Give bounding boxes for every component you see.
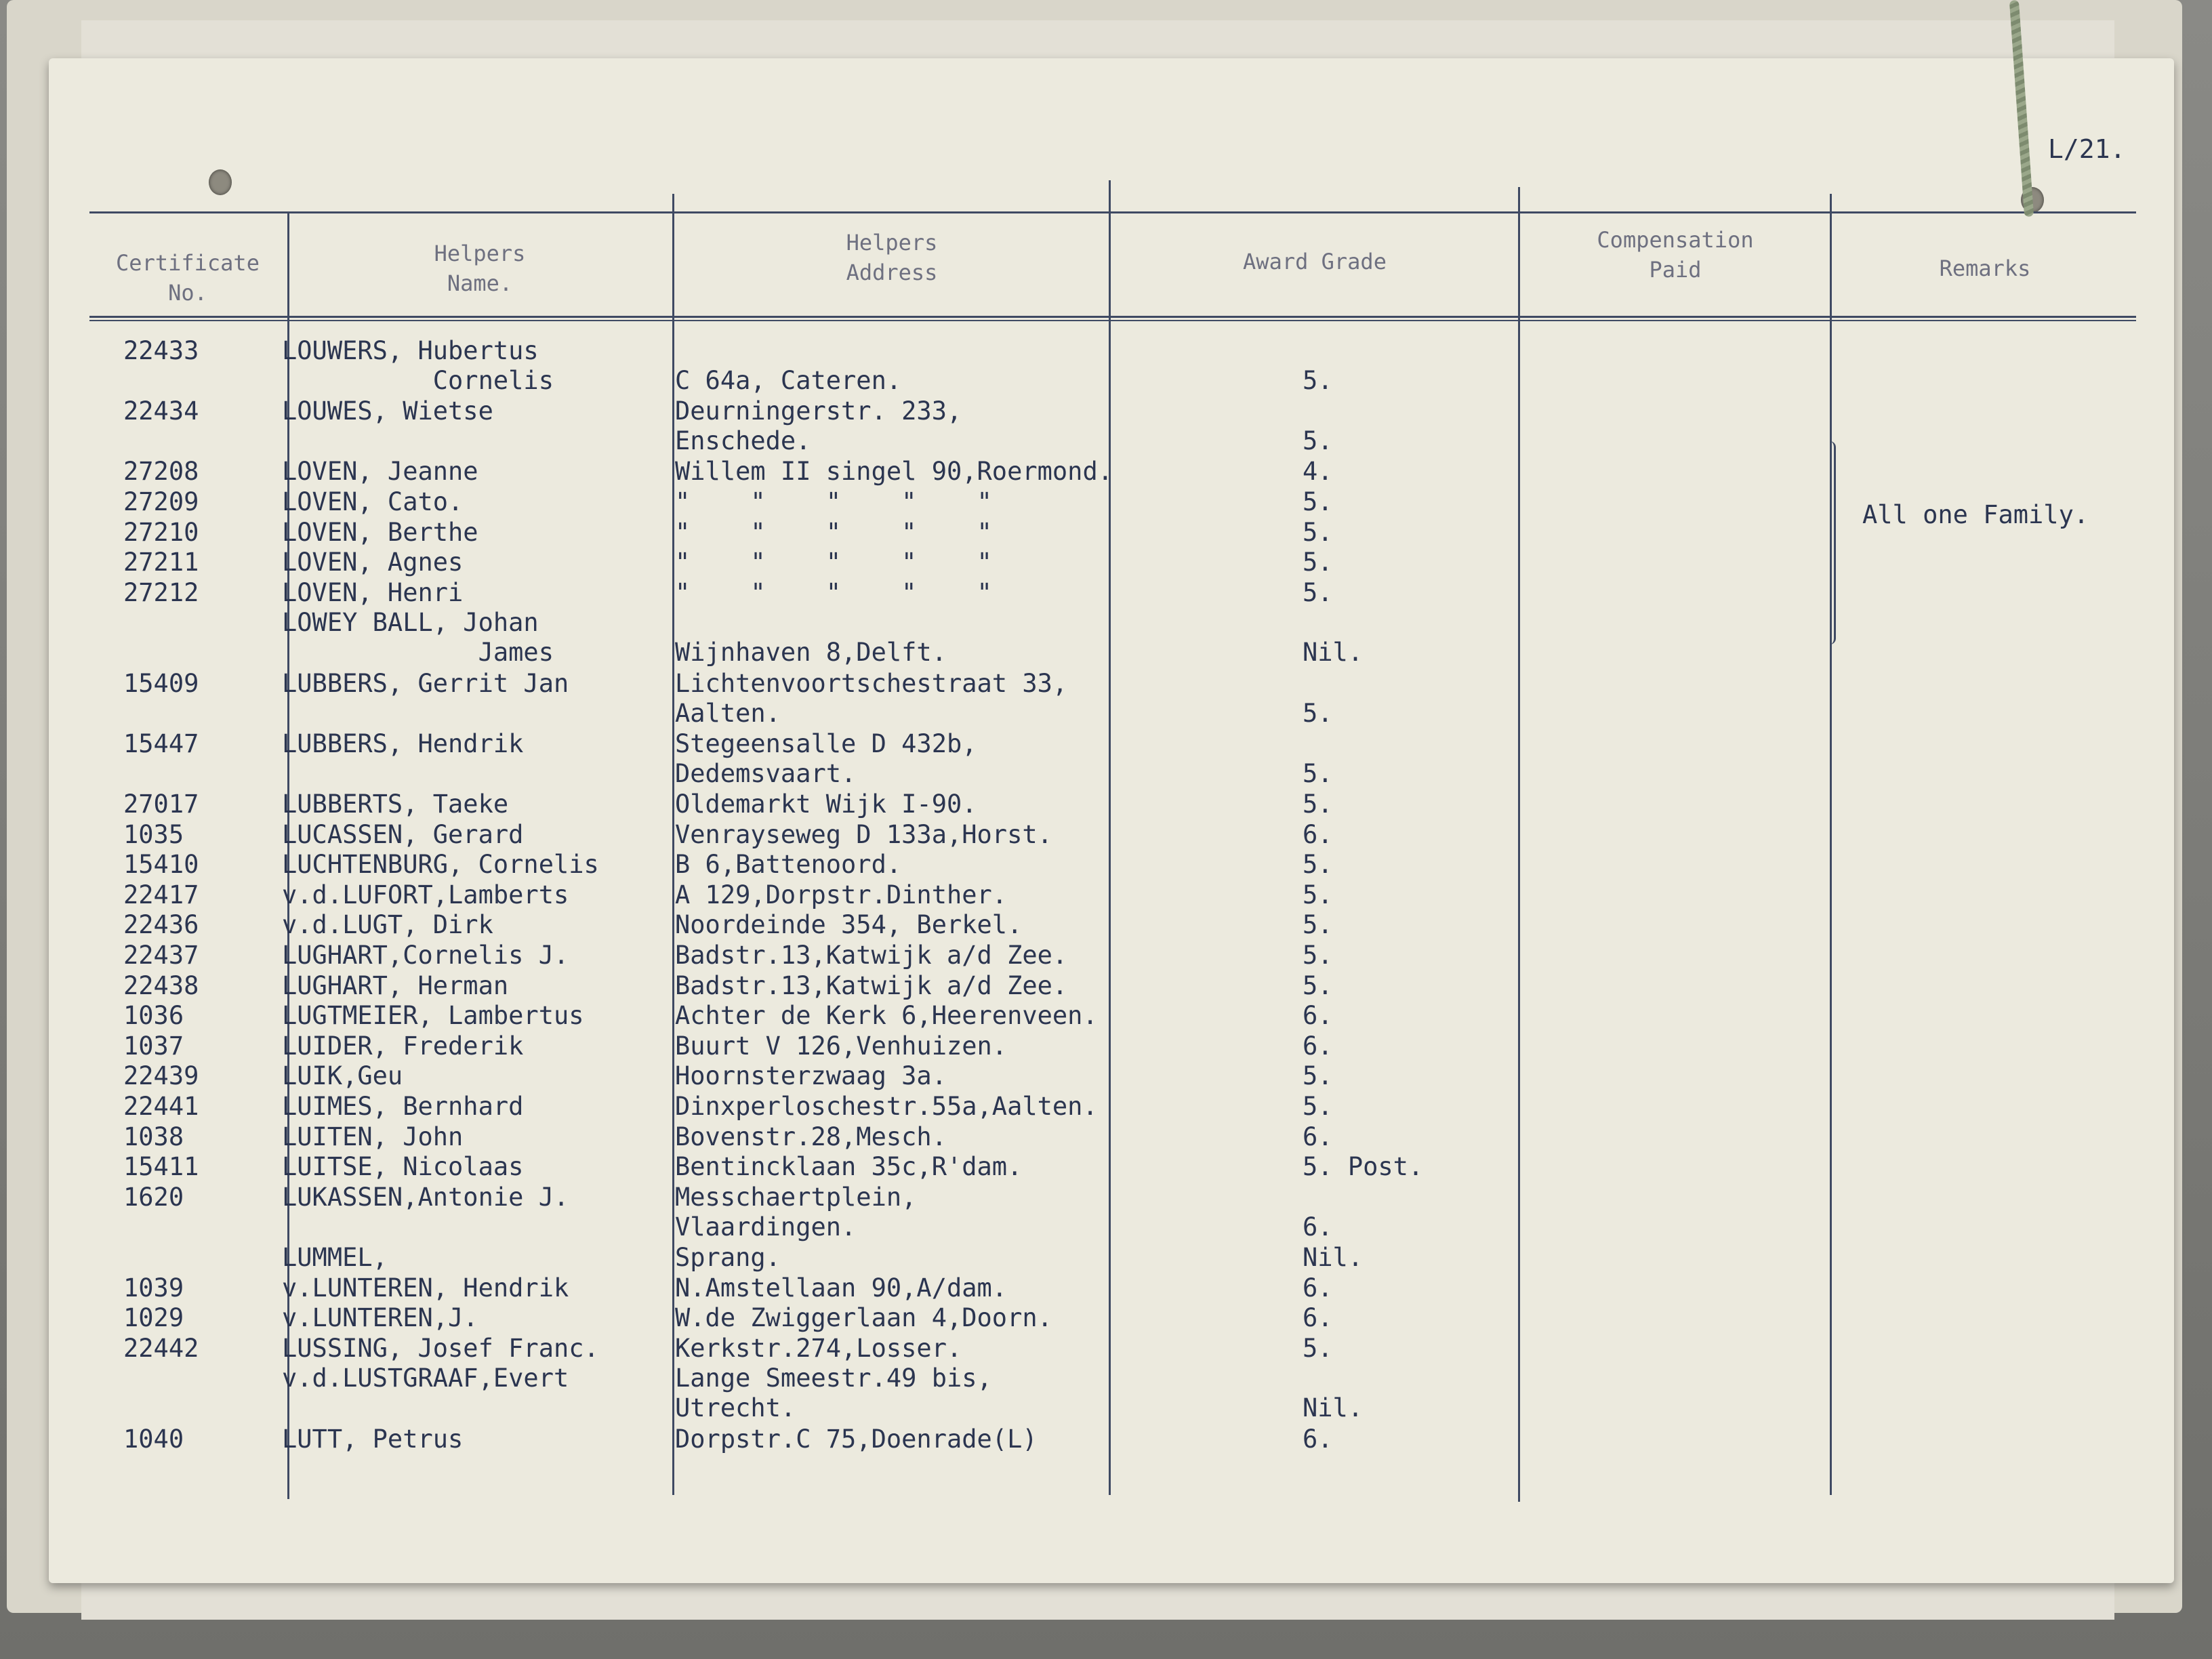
address-cell: C 64a, Cateren. [675,366,902,395]
col-header-compensation: Compensation Paid [1597,227,1754,283]
header-bottom-rule-2 [89,320,2136,321]
record-sheet [49,58,2174,1583]
cert-cell: 1037 [123,1031,184,1061]
grade-cell: 5. [1303,790,1333,819]
col-rule-4 [1518,187,1520,1502]
col-rule-3 [1109,180,1111,1495]
name-cell: LOVEN, Henri [282,578,464,607]
grade-cell: 6. [1303,1212,1333,1242]
cert-cell: 27211 [123,548,199,577]
name-cell: v.LUNTEREN,J. [282,1303,478,1332]
cert-cell: 27209 [123,487,199,516]
grade-cell: 5. Post. [1303,1152,1424,1181]
name-cell: v.d.LUGT, Dirk [282,910,493,939]
grade-cell: 5. [1303,487,1333,516]
grade-cell: 5. [1303,1061,1333,1090]
name-cell: LUKASSEN,Antonie J. [282,1183,569,1212]
name-cell: LOWEY BALL, Johan James [282,608,554,667]
name-cell: LOUWERS, Hubertus Cornelis [282,336,554,395]
address-cell: Buurt V 126,Venhuizen. [675,1031,1008,1061]
col-header-certificate: Certificate No. [116,250,260,306]
address-cell: Oldemarkt Wijk I-90. [675,790,977,819]
header-top-rule [89,211,2136,213]
name-cell: LUSSING, Josef Franc. [282,1334,599,1363]
punch-hole-left [209,169,232,195]
cert-cell: 1620 [123,1183,184,1212]
grade-cell: 5. [1303,1092,1333,1121]
address-cell: " " " " " [675,578,992,607]
grade-cell: 5. [1303,366,1333,395]
address-cell: Willem II singel 90,Roermond. [675,457,1113,486]
cert-cell: 15410 [123,850,199,879]
grade-cell: 5. [1303,426,1333,455]
name-cell: LOVEN, Agnes [282,548,464,577]
name-cell: LUTT, Petrus [282,1425,464,1454]
grade-cell: 6. [1303,1303,1333,1332]
name-cell: LUGTMEIER, Lambertus [282,1001,584,1030]
address-cell: " " " " " [675,518,992,547]
grade-cell: 5. [1303,850,1333,879]
name-cell: LUCASSEN, Gerard [282,820,524,849]
page-label: L/21. [2048,134,2126,164]
grade-cell: 5. [1303,1334,1333,1363]
address-cell: " " " " " [675,548,992,577]
name-cell: LUGHART,Cornelis J. [282,941,569,970]
name-cell: LUITEN, John [282,1122,464,1151]
address-cell: Deurningerstr. 233, Enschede. [675,396,962,455]
cert-cell: 15409 [123,669,199,698]
name-cell: v.LUNTEREN, Hendrik [282,1273,569,1303]
name-cell: LUBBERS, Gerrit Jan [282,669,569,698]
cert-cell: 22441 [123,1092,199,1121]
address-cell: Messchaertplein, Vlaardingen. [675,1183,917,1242]
name-cell: LUIK,Geu [282,1061,403,1090]
name-cell: v.d.LUSTGRAAF,Evert [282,1364,569,1393]
family-brace [1830,441,1836,644]
cert-cell: 1036 [123,1001,184,1030]
grade-cell: 5. [1303,518,1333,547]
address-cell: Kerkstr.274,Losser. [675,1334,962,1363]
name-cell: LOVEN, Berthe [282,518,478,547]
address-cell: Hoornsterzwaag 3a. [675,1061,947,1090]
col-header-name: Helpers Name. [434,241,526,296]
name-cell: LUGHART, Herman [282,971,509,1000]
grade-cell: 5. [1303,880,1333,909]
cert-cell: 22433 [123,336,199,365]
name-cell: LUBBERTS, Taeke [282,790,509,819]
grade-cell: 5. [1303,910,1333,939]
grade-cell: 6. [1303,1425,1333,1454]
grade-cell: Nil. [1303,638,1364,667]
col-rule-5 [1830,194,1832,1495]
cert-cell: 22436 [123,910,199,939]
name-cell: LOVEN, Jeanne [282,457,478,486]
address-cell: Bovenstr.28,Mesch. [675,1122,947,1151]
cert-cell: 15411 [123,1152,199,1181]
col-header-address: Helpers Address [846,230,938,285]
grade-cell: 5. [1303,548,1333,577]
cert-cell: 22442 [123,1334,199,1363]
cert-cell: 1035 [123,820,184,849]
address-cell: " " " " " [675,487,992,516]
cert-cell: 22437 [123,941,199,970]
address-cell: B 6,Battenoord. [675,850,902,879]
cert-cell: 22438 [123,971,199,1000]
cert-cell: 27212 [123,578,199,607]
address-cell: Lange Smeestr.49 bis, Utrecht. [675,1364,992,1422]
grade-cell: 5. [1303,971,1333,1000]
address-cell: Lichtenvoortschestraat 33, Aalten. [675,669,1068,728]
address-cell: Badstr.13,Katwijk a/d Zee. [675,971,1068,1000]
name-cell: v.d.LUFORT,Lamberts [282,880,569,909]
grade-cell: 6. [1303,1122,1333,1151]
col-rule-2 [672,194,674,1495]
cert-cell: 15447 [123,729,199,758]
remark-all-one-family: All one Family. [1862,500,2089,529]
address-cell: A 129,Dorpstr.Dinther. [675,880,1008,909]
grade-cell: 6. [1303,820,1333,849]
grade-cell: 6. [1303,1001,1333,1030]
cert-cell: 22439 [123,1061,199,1090]
address-cell: Bentincklaan 35c,R'dam. [675,1152,1023,1181]
grade-cell: 5. [1303,578,1333,607]
name-cell: LUIDER, Frederik [282,1031,524,1061]
address-cell: Sprang. [675,1243,781,1272]
name-cell: LUIMES, Bernhard [282,1092,524,1121]
address-cell: Stegeensalle D 432b, Dedemsvaart. [675,729,977,788]
address-cell: W.de Zwiggerlaan 4,Doorn. [675,1303,1052,1332]
address-cell: Wijnhaven 8,Delft. [675,638,947,667]
address-cell: Venrayseweg D 133a,Horst. [675,820,1052,849]
col-header-remarks: Remarks [1939,255,2031,281]
address-cell: Achter de Kerk 6,Heerenveen. [675,1001,1098,1030]
col-header-grade: Award Grade [1243,249,1387,274]
address-cell: Noordeinde 354, Berkel. [675,910,1023,939]
grade-cell: 6. [1303,1273,1333,1303]
grade-cell: Nil. [1303,1393,1364,1422]
cert-cell: 22417 [123,880,199,909]
address-cell: N.Amstellaan 90,A/dam. [675,1273,1008,1303]
name-cell: LUITSE, Nicolaas [282,1152,524,1181]
name-cell: LUBBERS, Hendrik [282,729,524,758]
cert-cell: 27017 [123,790,199,819]
cert-cell: 1040 [123,1425,184,1454]
address-cell: Badstr.13,Katwijk a/d Zee. [675,941,1068,970]
grade-cell: 5. [1303,759,1333,788]
header-bottom-rule [89,316,2136,318]
cert-cell: 1038 [123,1122,184,1151]
cert-cell: 1039 [123,1273,184,1303]
name-cell: LOVEN, Cato. [282,487,464,516]
cert-cell: 22434 [123,396,199,426]
grade-cell: Nil. [1303,1243,1364,1272]
name-cell: LUCHTENBURG, Cornelis [282,850,599,879]
grade-cell: 6. [1303,1031,1333,1061]
cert-cell: 1029 [123,1303,184,1332]
grade-cell: 5. [1303,941,1333,970]
name-cell: LOUWES, Wietse [282,396,493,426]
name-cell: LUMMEL, [282,1243,388,1272]
address-cell: Dorpstr.C 75,Doenrade(L) [675,1425,1038,1454]
address-cell: Dinxperloschestr.55a,Aalten. [675,1092,1098,1121]
cert-cell: 27208 [123,457,199,486]
grade-cell: 5. [1303,699,1333,728]
grade-cell: 4. [1303,457,1333,486]
cert-cell: 27210 [123,518,199,547]
